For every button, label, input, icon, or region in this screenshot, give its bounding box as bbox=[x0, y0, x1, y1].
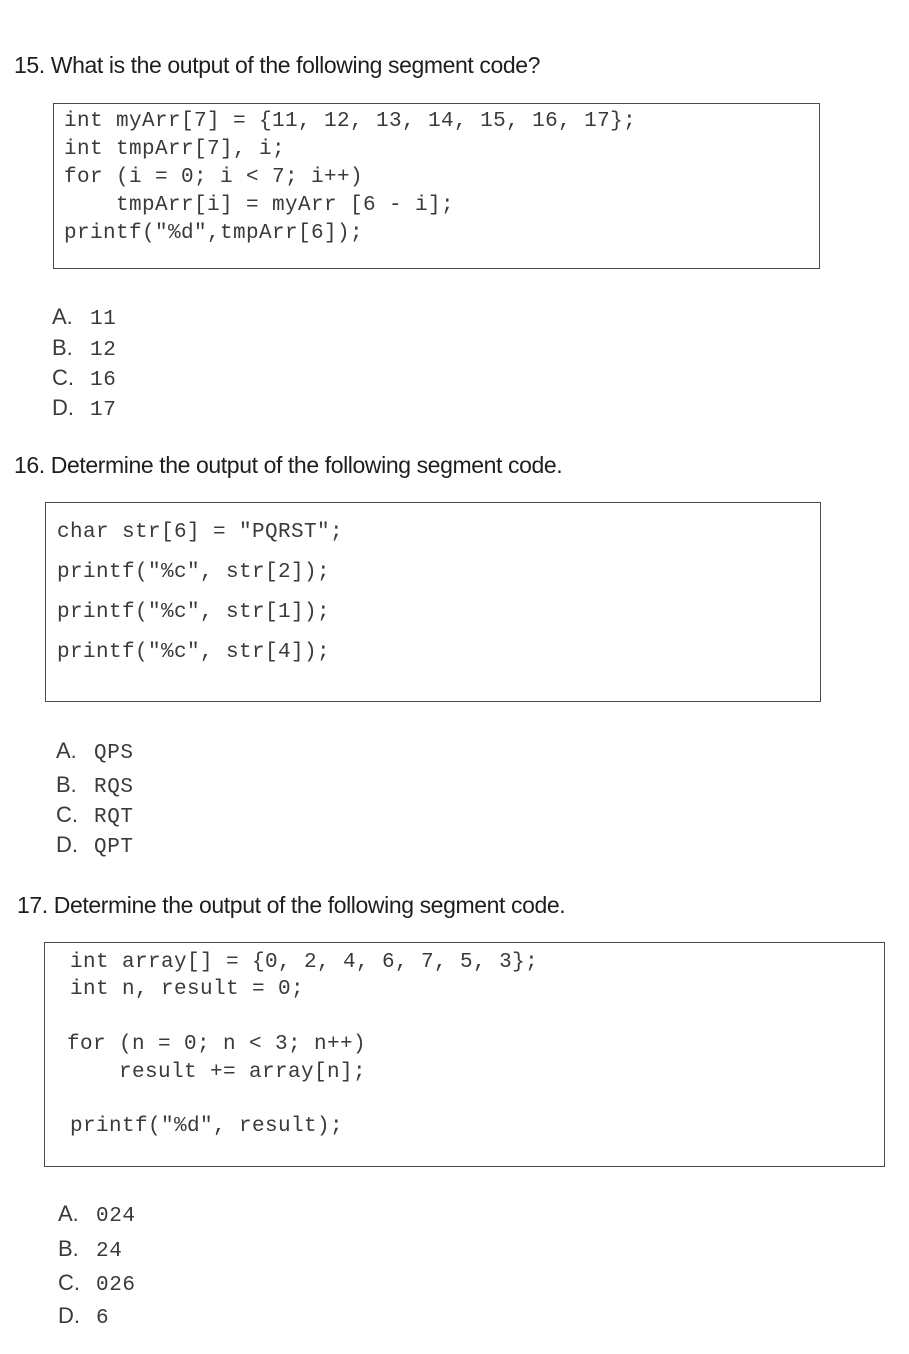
option-letter: D. bbox=[58, 1303, 80, 1328]
option-letter: D. bbox=[52, 395, 74, 420]
code-line: for (i = 0; i < 7; i++) bbox=[64, 166, 364, 189]
code-line: printf("%d", result); bbox=[70, 1115, 344, 1138]
option-letter: D. bbox=[56, 832, 78, 857]
code-line: printf("%d",tmpArr[6]); bbox=[64, 222, 364, 245]
option-c[interactable] bbox=[52, 365, 116, 392]
question-prompt: What is the output of the following segment code? bbox=[50, 52, 541, 78]
code-line: printf("%c", str[2]); bbox=[57, 561, 331, 584]
option-text: 6 bbox=[96, 1307, 110, 1330]
option-letter: C. bbox=[52, 365, 74, 390]
option-text: QPT bbox=[94, 836, 134, 859]
option-text: 024 bbox=[96, 1205, 136, 1228]
code-block bbox=[44, 942, 885, 1167]
option-c[interactable] bbox=[58, 1270, 136, 1297]
option-letter: C. bbox=[56, 802, 78, 827]
code-line: int tmpArr[7], i; bbox=[64, 138, 286, 161]
option-b[interactable] bbox=[52, 335, 116, 362]
code-line: tmpArr[i] = myArr [6 - i]; bbox=[64, 194, 455, 217]
option-letter: B. bbox=[52, 335, 73, 360]
code-line: for (n = 0; n < 3; n++) bbox=[67, 1033, 367, 1056]
code-line: char str[6] = "PQRST"; bbox=[57, 521, 344, 544]
question-prompt: Determine the output of the following segment code. bbox=[53, 892, 566, 918]
option-text: 17 bbox=[90, 399, 117, 422]
option-text: QPS bbox=[94, 742, 134, 765]
code-line: result += array[n]; bbox=[67, 1061, 367, 1084]
option-letter: B. bbox=[58, 1236, 79, 1261]
question-number: 16. bbox=[14, 452, 45, 478]
option-letter: C. bbox=[58, 1270, 80, 1295]
code-line: int n, result = 0; bbox=[70, 978, 305, 1001]
code-line: int array[] = {0, 2, 4, 6, 7, 5, 3}; bbox=[70, 951, 539, 974]
option-letter: B. bbox=[56, 772, 77, 797]
option-letter: A. bbox=[52, 304, 73, 329]
option-a[interactable] bbox=[56, 738, 134, 765]
option-d[interactable] bbox=[52, 395, 116, 422]
option-text: 24 bbox=[96, 1240, 123, 1263]
option-c[interactable] bbox=[56, 802, 134, 829]
option-letter: A. bbox=[58, 1201, 79, 1226]
option-text: 12 bbox=[90, 339, 117, 362]
code-block bbox=[45, 502, 821, 702]
option-d[interactable] bbox=[56, 832, 134, 859]
question-number: 17. bbox=[17, 892, 48, 918]
question-prompt: Determine the output of the following segment code. bbox=[50, 452, 563, 478]
option-a[interactable] bbox=[52, 304, 116, 331]
code-line: int myArr[7] = {11, 12, 13, 14, 15, 16, 17}; bbox=[64, 110, 637, 133]
question-number: 15. bbox=[14, 52, 45, 78]
option-b[interactable] bbox=[56, 772, 134, 799]
option-text: 16 bbox=[90, 369, 117, 392]
code-line: printf("%c", str[1]); bbox=[57, 601, 331, 624]
question-15-title bbox=[14, 52, 540, 79]
code-block bbox=[53, 103, 820, 269]
option-text: 11 bbox=[90, 308, 117, 331]
option-d[interactable] bbox=[58, 1303, 109, 1330]
option-a[interactable] bbox=[58, 1201, 136, 1228]
code-line: printf("%c", str[4]); bbox=[57, 641, 331, 664]
option-text: RQT bbox=[94, 806, 134, 829]
question-17-title bbox=[17, 892, 565, 919]
option-text: RQS bbox=[94, 776, 134, 799]
question-16-title bbox=[14, 452, 562, 479]
option-b[interactable] bbox=[58, 1236, 122, 1263]
option-letter: A. bbox=[56, 738, 77, 763]
option-text: 026 bbox=[96, 1274, 136, 1297]
